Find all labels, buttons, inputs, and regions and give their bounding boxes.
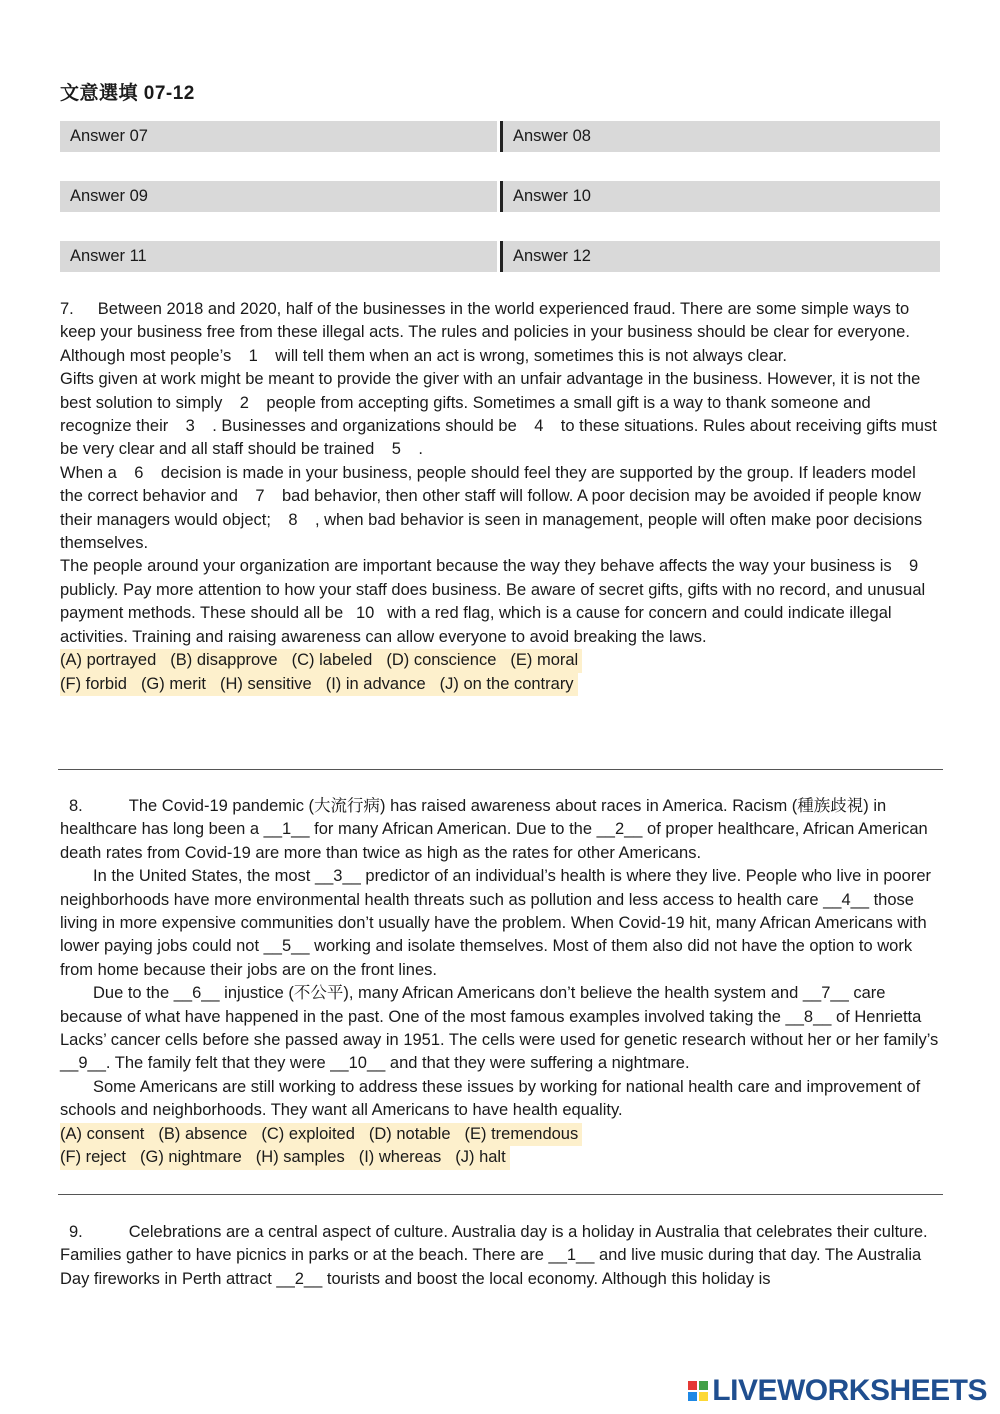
option: (E) moral	[510, 651, 579, 670]
q9-number: 9.	[69, 1223, 83, 1241]
option: (D) notable	[368, 1124, 451, 1143]
q8-options-row-2	[60, 1146, 510, 1169]
q8-number: 8.	[69, 797, 83, 815]
q7-blank-7: 7	[255, 487, 265, 506]
q7-paragraph-4: The people around your organization are important because the way they behave affects the way your business is 9publicly. Pay more attention to how your staff does business. Be aware of secret gifts, gifts with no record, and unusual payment methods. These should all be 10 with a red flag, which is a cause for concern and could indicate illegal activities. Training and raising awareness can allow everyone to avoid breaking the laws.	[60, 555, 940, 649]
option: (B) absence	[158, 1124, 248, 1143]
q7-blank-8: 8	[288, 510, 298, 529]
option: (C) exploited	[261, 1124, 355, 1143]
answer-grid	[60, 121, 940, 301]
option: (I) in advance	[325, 674, 426, 693]
q7-blank-10: 10	[355, 604, 375, 623]
logo-icon	[688, 1381, 708, 1401]
q7-paragraph-1: 7. Between 2018 and 2020, half of the businesses in the world experienced fraud. There are some simple ways to keep your business free from these illegal acts. The rules and policies in your business should be clear for everyone. Although most people’s 1 will tell them when an act is wrong, sometimes this is not always clear.	[60, 298, 940, 368]
answer-08-field[interactable]: Answer 08	[500, 121, 940, 152]
divider	[58, 769, 943, 770]
logo-text: LIVEWORKSHEETS	[712, 1374, 987, 1407]
q7-paragraph-2: Gifts given at work might be meant to provide the giver with an unfair advantage in the business. However, it is not the best solution to simply 2 people from accepting gifts. Sometimes a small gift is a way to thank someone and recognize their 3 . Businesses and organizations should be 4 to these situations. Rules about receiving gifts must be very clear and all staff should be trained 5 .	[60, 368, 940, 462]
q7-blank-2: 2	[239, 393, 249, 412]
option: (G) nightmare	[140, 1148, 242, 1167]
option: (A) consent	[60, 1124, 145, 1143]
q8-paragraph-2: In the United States, the most __3__ predictor of an individual’s health is where they live. People who live in poorer neighborhoods have more environmental health threats such as pollution and less access to health care __4__ those living in more expensive communities don’t usually have the problem. When Covid-19 hit, many African Americans with lower paying jobs could not __5__ working and isolate themselves. Most of them also did not have the option to work from home because their jobs are on the front lines.	[60, 867, 932, 979]
q7-number: 7.	[60, 300, 74, 318]
answer-11-field[interactable]: Answer 11	[60, 241, 497, 272]
q8-paragraph-4: Some Americans are still working to address these issues by working for national health care and improvement of schools and neighborhoods. They want all Americans to have health equality.	[60, 1077, 921, 1120]
answer-12-field[interactable]: Answer 12	[500, 241, 940, 272]
q7-blank-5: 5	[391, 440, 401, 459]
answer-10-field[interactable]: Answer 10	[500, 181, 940, 212]
q7-paragraph-3: When a 6 decision is made in your business, people should feel they are supported by the group. If leaders model the correct behavior and 7 bad behavior, then other staff will follow. A poor decision may be avoided if people know their managers would object; 8 , when bad behavior is seen in management, people will often make poor decisions themselves.	[60, 463, 923, 553]
option: (F) reject	[60, 1148, 126, 1167]
question-7	[60, 298, 940, 696]
q7-blank-1: 1	[248, 346, 258, 365]
liveworksheets-logo	[688, 1374, 987, 1408]
option: (C) labeled	[291, 651, 373, 670]
option: (I) whereas	[358, 1148, 442, 1167]
option: (G) merit	[140, 674, 207, 693]
question-8	[60, 795, 940, 1170]
answer-07-field[interactable]: Answer 07	[60, 121, 497, 152]
q7-blank-6: 6	[134, 463, 144, 482]
option: (F) forbid	[60, 674, 127, 693]
q7-blank-9: 9	[909, 557, 919, 576]
q8-options-row-1	[60, 1123, 582, 1146]
option: (J) on the contrary	[439, 674, 574, 693]
option: (E) tremendous	[464, 1124, 579, 1143]
option: (D) conscience	[386, 651, 497, 670]
answer-09-field[interactable]: Answer 09	[60, 181, 497, 212]
question-9	[60, 1221, 940, 1291]
page-title: 文意選填 07-12	[60, 83, 195, 104]
option: (H) sensitive	[220, 674, 312, 693]
option: (A) portrayed	[60, 651, 157, 670]
q7-options-row-1	[60, 649, 582, 672]
option: (J) halt	[455, 1148, 506, 1167]
q7-blank-4: 4	[534, 417, 544, 436]
q8-paragraph-3: Due to the __6__ injustice (不公平), many African Americans don’t believe the health system and __7__ care because of what have happened in the past. One of the most famous examples involved taking the __8__ of Henrietta Lacks’ cancer cells before she passed away in 1951. The cells were used for genetic research without her or her family’s __9__. The family felt that they were __10__ and that they were suffering a nightmare.	[60, 984, 939, 1073]
q8-paragraph-1: 8. The Covid-19 pandemic (大流行病) has raised awareness about races in America. Racism (種族歧視) in healthcare has long been a __1__ for many African American. Due to the __2__ of proper healthcare, African American death rates from Covid-19 are more than twice as high as the rates for other Americans.	[60, 797, 928, 862]
option: (B) disapprove	[170, 651, 278, 670]
divider	[58, 1194, 943, 1195]
q7-blank-3: 3	[185, 417, 195, 436]
q7-options-row-2	[60, 673, 578, 696]
q9-paragraph-1: 9. Celebrations are a central aspect of culture. Australia day is a holiday in Australia that celebrates their culture. Families gather to have picnics in parks or at the beach. There are __1__ and live music during that day. The Australia Day fireworks in Perth attract __2__ tourists and boost the local economy. Although this holiday is	[60, 1223, 928, 1288]
option: (H) samples	[255, 1148, 345, 1167]
